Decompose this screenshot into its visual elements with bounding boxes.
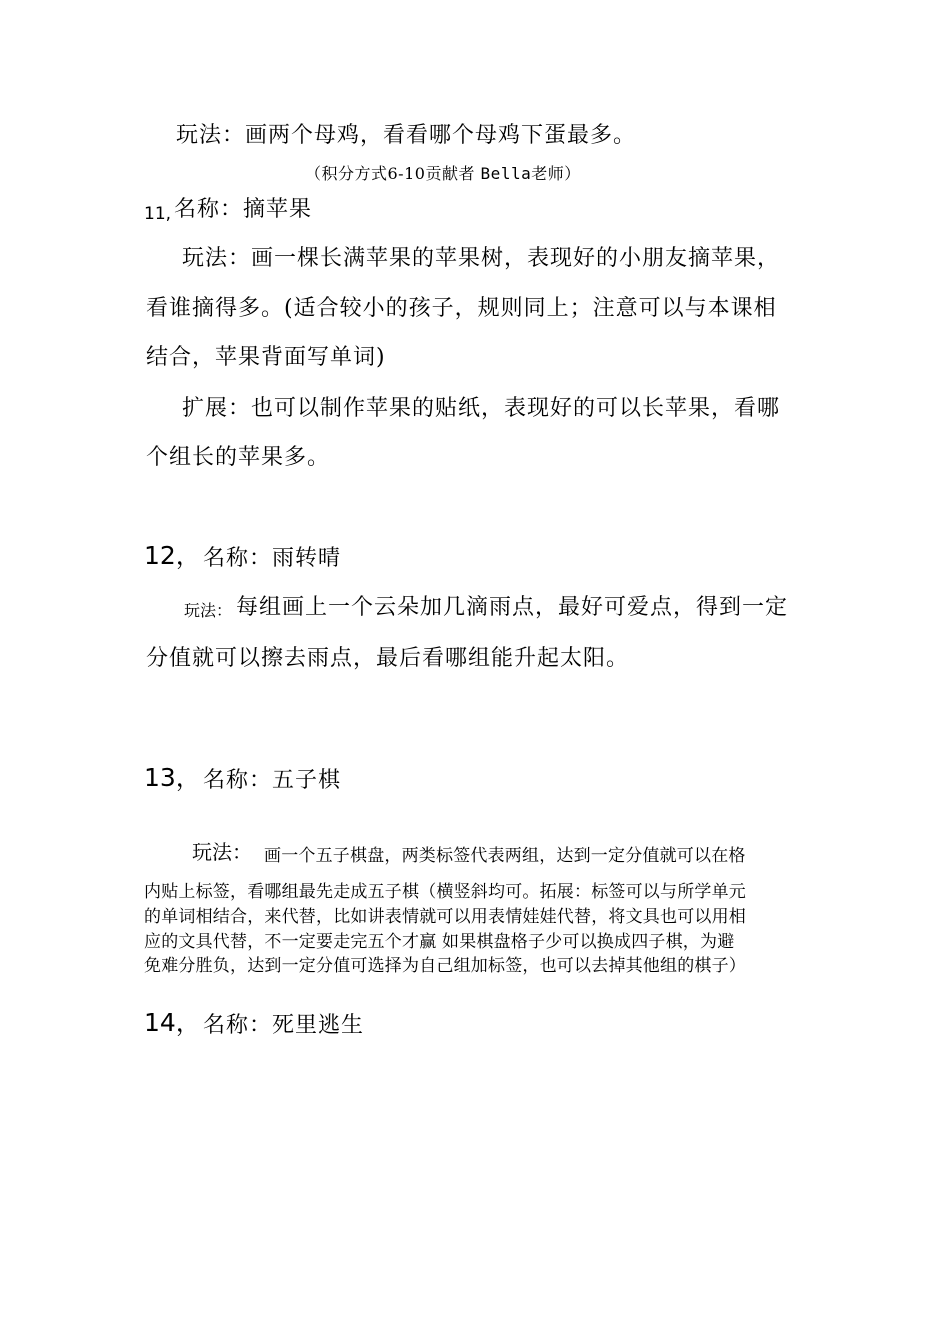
- section-12-rule-line-1: 每组画上一个云朵加几滴雨点，最好可爱点，得到一定: [236, 595, 789, 620]
- section-12-rule-label: 玩法：: [184, 601, 233, 620]
- section-14-title: 名称：死里逃生: [203, 1013, 365, 1038]
- section-13-rule-label: 玩法：: [192, 840, 252, 864]
- section-11-number: 11,: [144, 204, 172, 224]
- credit-line: [305, 166, 581, 182]
- section-11-extension-line-1: 扩展：也可以制作苹果的贴纸，表现好的可以长苹果，看哪: [182, 396, 781, 421]
- section-11-title: 名称：摘苹果: [174, 197, 313, 222]
- section-13-rule-line-3: 的单词相结合，来代替，比如讲表情就可以用表情娃娃代替，将文具也可以用相: [144, 907, 746, 927]
- section-11-rule-line-2: 看谁摘得多。(适合较小的孩子，规则同上；注意可以与本课相: [146, 296, 777, 321]
- section-13-title: 名称：五子棋: [203, 768, 342, 793]
- section-11-extension-line-2: 个组长的苹果多。: [146, 445, 331, 470]
- section-13-rule-line-5: 免难分胜负，达到一定分值可选择为自己组加标签，也可以去掉其他组的棋子）: [144, 956, 746, 976]
- section-11-rule-line-3: 结合，苹果背面写单词): [146, 345, 386, 370]
- credit-name: Bella: [480, 164, 532, 183]
- section-13-number: 13，: [144, 763, 201, 792]
- section-12-number: 12，: [144, 541, 201, 570]
- section-11-rule-line-1: 玩法：画一棵长满苹果的苹果树，表现好的小朋友摘苹果，: [182, 246, 781, 271]
- section-14-number: 14，: [144, 1008, 201, 1037]
- section-12-title: 名称：雨转晴: [203, 546, 342, 571]
- section-13-rule-line-1: 画一个五子棋盘，两类标签代表两组，达到一定分值就可以在格: [264, 846, 746, 866]
- intro-rule-line: 玩法：画两个母鸡，看看哪个母鸡下蛋最多。: [176, 123, 637, 148]
- section-13-rule-line-4: 应的文具代替，不一定要走完五个才赢 如果棋盘格子少可以换成四子棋，为避: [144, 932, 735, 952]
- section-12-rule-line-2: 分值就可以擦去雨点，最后看哪组能升起太阳。: [146, 646, 630, 671]
- section-13-rule-line-2: 内贴上标签，看哪组最先走成五子棋（横竖斜均可。拓展：标签可以与所学单元: [144, 882, 746, 902]
- credit-prefix: （积分方式6-10贡献者: [305, 164, 481, 183]
- credit-suffix: 老师）: [531, 164, 581, 183]
